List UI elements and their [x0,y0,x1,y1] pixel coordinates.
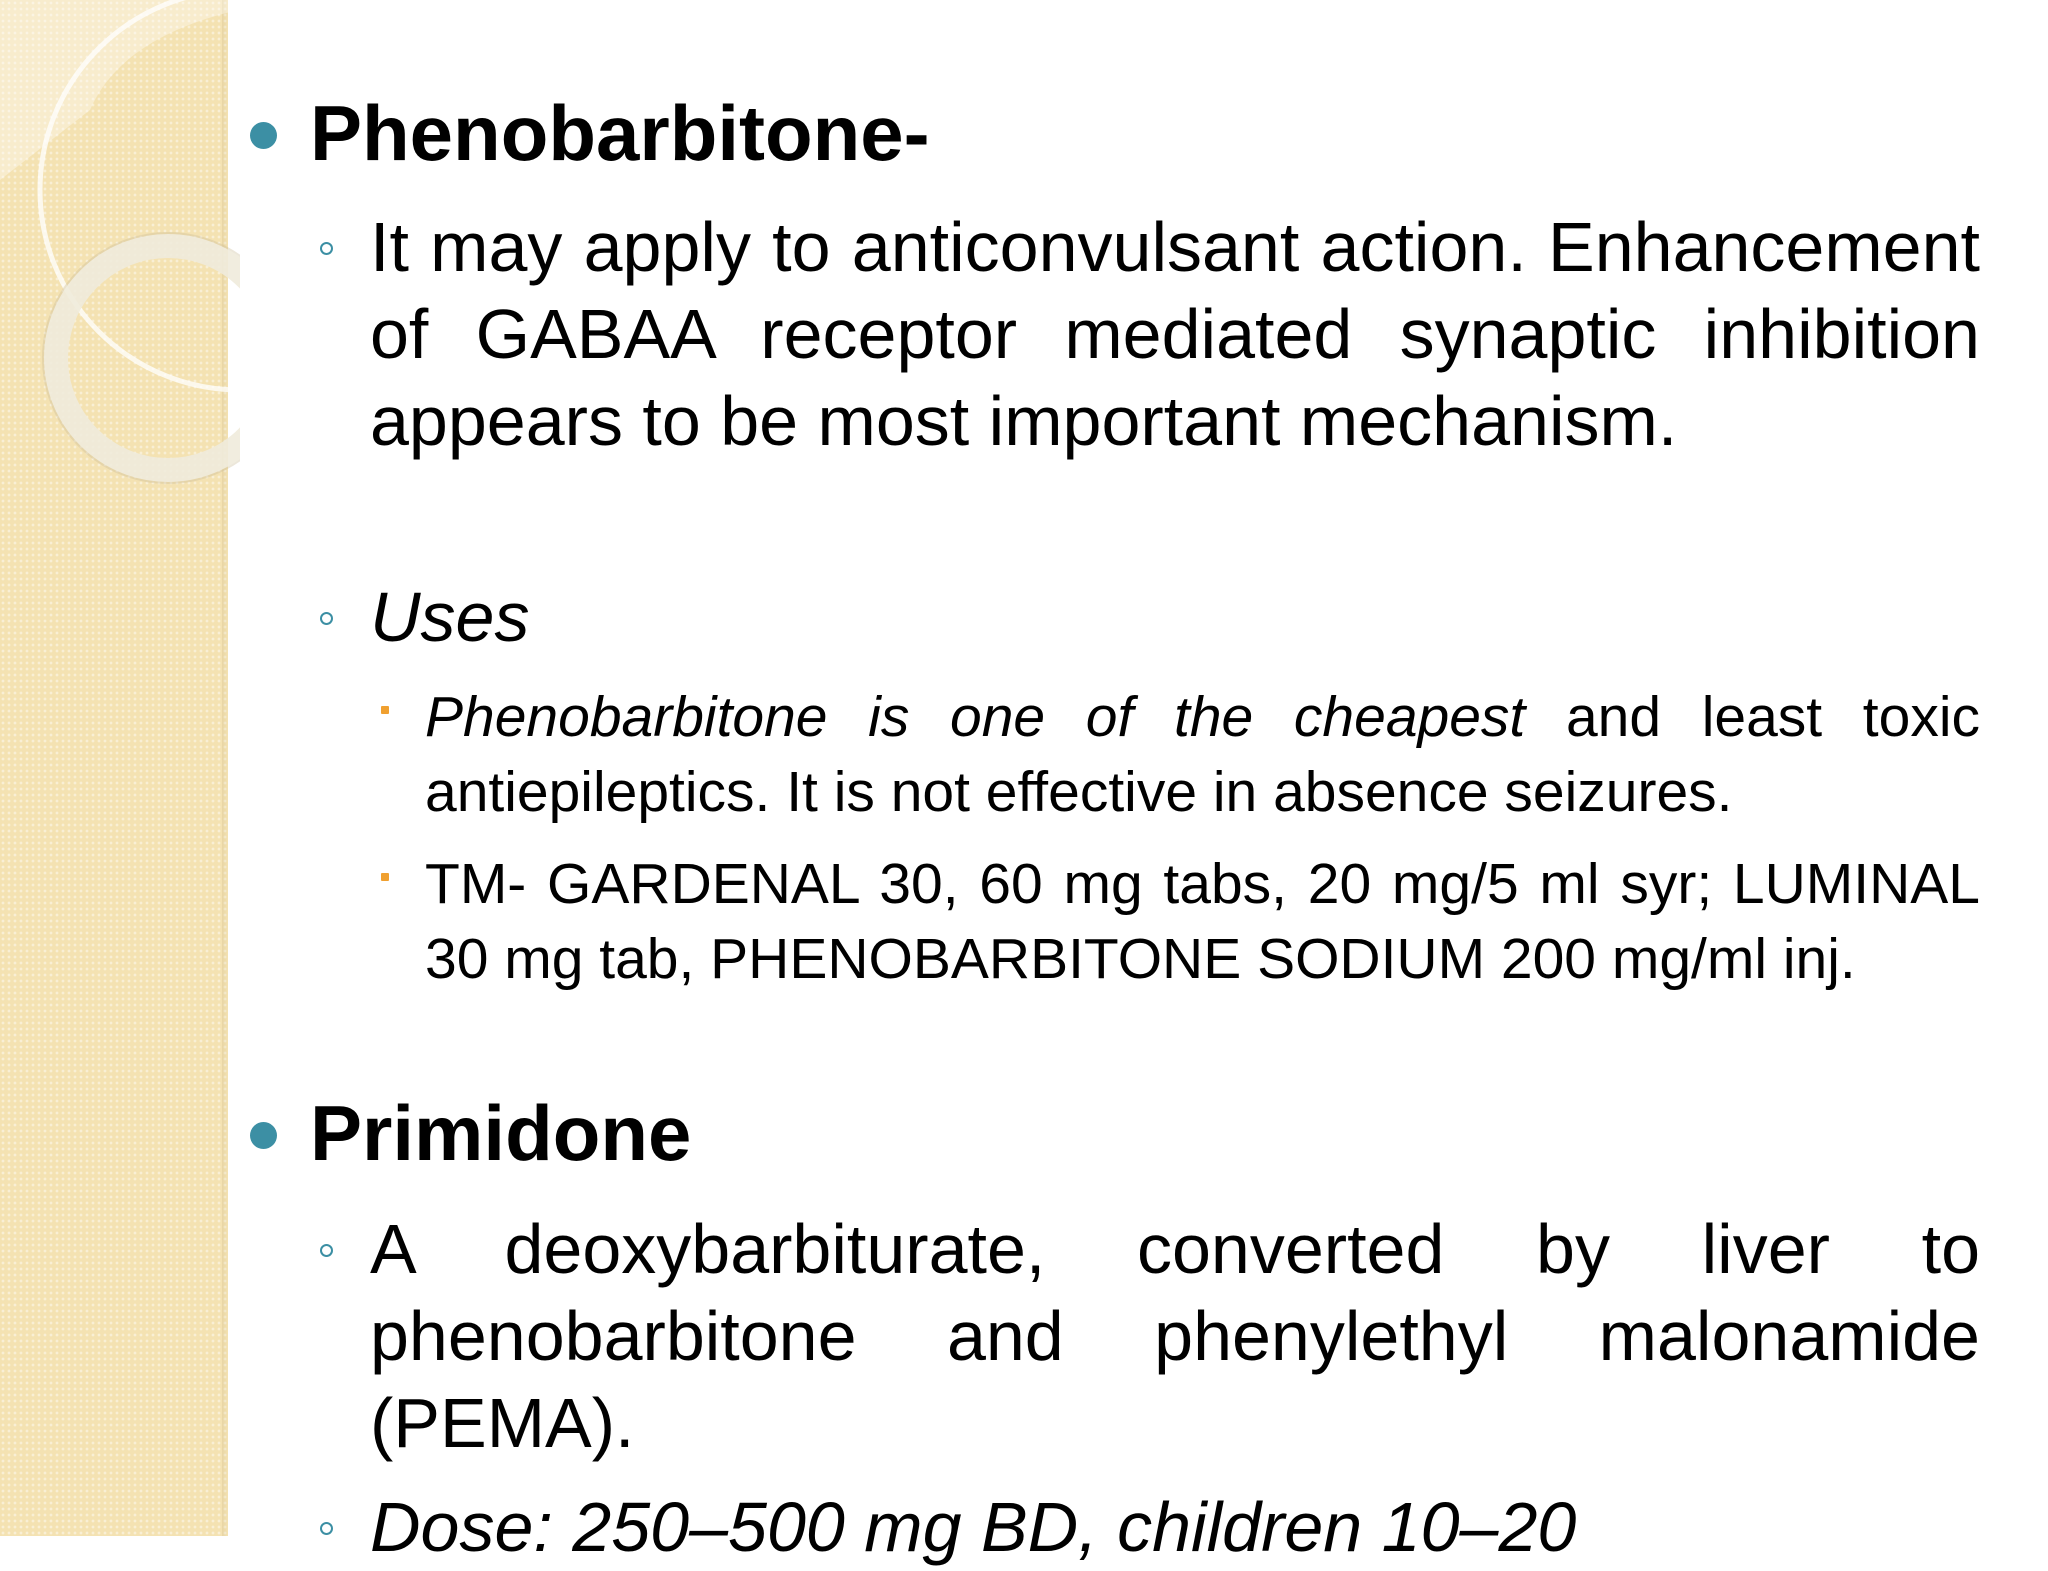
heading-primidone: Primidone [310,1089,692,1177]
primidone-description: A deoxybarbiturate, converted by liver to phenobarbitone and phenylethyl malonamide (PEMA). [370,1210,1980,1462]
use-item-rest: and least toxic antiepileptics. It is not effective in absence seizures. [425,685,1980,824]
primidone-dose: Dose: 250–500 mg BD, children 10–20 [370,1488,1577,1566]
use-item-cost [425,680,1980,830]
use-item-italic: Phenobarbitone is one of the cheapest [425,685,1526,749]
secondary-bullet-icon [320,612,333,625]
secondary-bullet-icon [320,1522,333,1535]
secondary-bullet-icon [320,1244,333,1257]
mechanism-text: It may apply to anticonvulsant action. Enhancement of GABAA receptor mediated synaptic inhibition appears to be most important mechanism. [370,208,1980,460]
tertiary-bullet-icon [381,873,389,881]
use-item-trade-names: TM- GARDENAL 30, 60 mg tabs, 20 mg/5 ml syr; LUMINAL 30 mg tab, PHENOBARBITONE SODIUM 200 mg/ml inj. [425,852,1980,991]
heading-phenobarbitone: Phenobarbitone- [310,89,930,177]
uses-label: Uses [370,578,530,656]
tertiary-bullet-icon [381,706,389,714]
primary-bullet-icon [250,122,277,149]
primary-bullet-icon [250,1122,277,1149]
secondary-bullet-icon [320,242,333,255]
